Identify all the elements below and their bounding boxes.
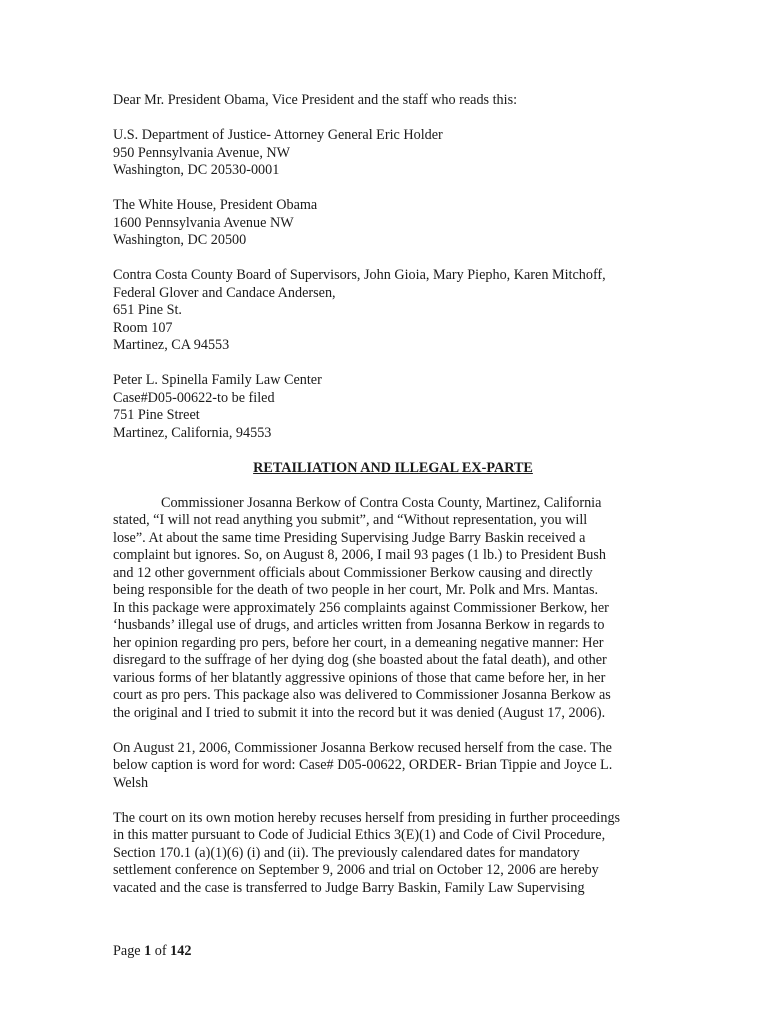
paragraph-line: below caption is word for word: Case# D05-00622, ORDER- Brian Tippie and Joyce L. [113,757,613,773]
paragraph-line: the original and I tried to submit it into the record but it was denied (August 17, 2006). [113,704,606,721]
paragraph-berkow-statement [113,495,673,723]
paragraph-line: On August 21, 2006, Commissioner Josanna Berkow recused herself from the case. The [113,739,612,756]
address-block-board-of-supervisors [113,267,673,355]
section-heading: RETAILIATION AND ILLEGAL EX-PARTE [253,459,533,476]
paragraph-line: disregard to the suffrage of her dying dog (she boasted about the fatal death), and other [113,652,607,668]
paragraph-line: The court on its own motion hereby recuses herself from presiding in further proceedings [113,809,621,826]
paragraph-line: Welsh [113,774,149,791]
paragraph-recusal [113,740,673,793]
address-line: Case#D05-00622-to be filed [113,389,275,406]
page-number-footer [113,943,191,961]
address-line: 1600 Pennsylvania Avenue NW [113,214,294,231]
paragraph-line: being responsible for the death of two people in her court, Mr. Polk and Mrs. Mantas. [113,582,599,598]
paragraph-line: her opinion regarding pro pers, before her court, in a demeaning negative manner: Her [113,634,604,651]
paragraph-court-order [113,810,673,898]
address-block-family-law-center [113,372,673,442]
address-block-white-house [113,197,673,250]
salutation: Dear Mr. President Obama, Vice President and the staff who reads this: [113,92,518,108]
paragraph-line: court as pro pers. This package also was delivered to Commissioner Josanna Berkow as [113,687,611,703]
address-line: Federal Glover and Candace Andersen, [113,284,336,301]
paragraph-line: various forms of her blatantly aggressive opinions of those that came before her, in her [113,669,606,686]
paragraph-line: in this matter pursuant to Code of Judicial Ethics 3(E)(1) and Code of Civil Procedure, [113,827,606,843]
address-line: 651 Pine St. [113,302,182,318]
paragraph-line: and 12 other government officials about Commissioner Berkow causing and directly [113,564,593,581]
page-number: 1 [144,943,152,959]
address-line: Peter L. Spinella Family Law Center [113,372,322,388]
address-line: Washington, DC 20530-0001 [113,162,280,178]
address-line: U.S. Department of Justice- Attorney General Eric Holder [113,127,443,143]
page-label: Page [113,943,141,959]
address-line: 751 Pine Street [113,407,200,423]
paragraph-line: stated, “I will not read anything you submit”, and “Without representation, you will [113,512,588,528]
paragraph-line: lose”. At about the same time Presiding Supervising Judge Barry Baskin received a [113,529,586,546]
paragraph-line: In this package were approximately 256 complaints against Commissioner Berkow, her [113,599,609,616]
address-line: Martinez, California, 94553 [113,424,272,441]
address-line: Washington, DC 20500 [113,232,247,248]
address-line: The White House, President Obama [113,197,318,213]
paragraph-line: settlement conference on September 9, 2006 and trial on October 12, 2006 are hereby [113,862,599,878]
address-line: Contra Costa County Board of Supervisors, John Gioia, Mary Piepho, Karen Mitchoff, [113,267,606,283]
address-block-doj [113,127,673,180]
page-total: 142 [170,943,192,959]
paragraph-line: Section 170.1 (a)(1)(6) (i) and (ii). The previously calendared dates for mandatory [113,844,580,861]
paragraph-line: ‘husbands’ illegal use of drugs, and articles written from Josanna Berkow in regards to [113,617,605,633]
paragraph-line: complaint but ignores. So, on August 8, 2006, I mail 93 pages (1 lb.) to President Bush [113,547,606,563]
address-line: 950 Pennsylvania Avenue, NW [113,144,291,161]
document-page [113,92,673,897]
paragraph-line: vacated and the case is transferred to Judge Barry Baskin, Family Law Supervising [113,879,585,896]
address-line: Room 107 [113,319,173,336]
of-label: of [154,943,167,959]
paragraph-line: Commissioner Josanna Berkow of Contra Costa County, Martinez, California [161,494,602,511]
address-line: Martinez, CA 94553 [113,337,230,353]
